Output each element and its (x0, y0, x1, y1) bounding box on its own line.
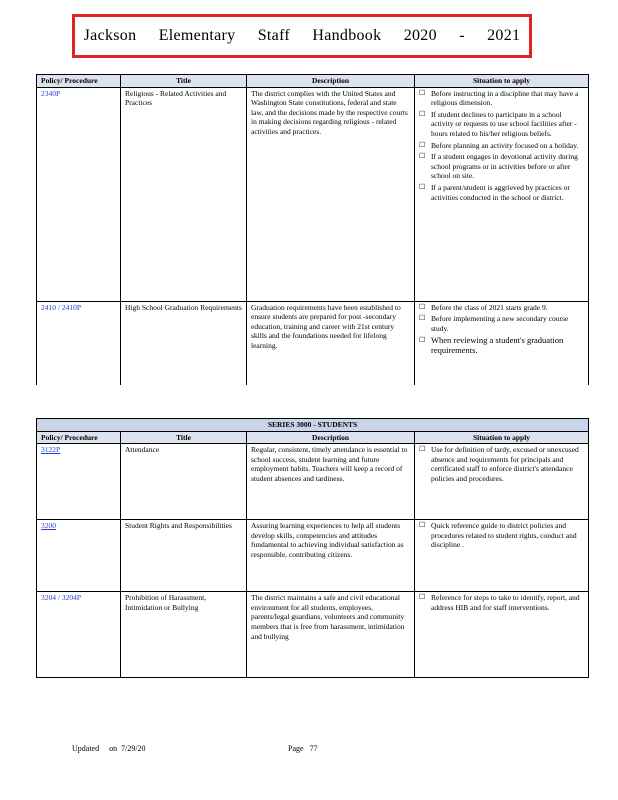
table-row (37, 520, 589, 592)
col-policy-header: Policy/ Procedure (37, 75, 121, 88)
policy-description: The district maintains a safe and civil educational environment for all students, employees, parents/legal guardians, volunteers and community members that is free from harassment, intimidation and bullying (247, 592, 415, 678)
policy-table-3000 (36, 418, 589, 678)
handbook-title-box (72, 14, 532, 58)
policy-description: The district complies with the United States and Washington State constitutions, federal and state law, and the decisions made by the respective courts in making decisions regarding religious - related activities and practices. (247, 87, 415, 301)
table-header-row (37, 431, 589, 444)
situation-list (419, 89, 584, 203)
table-row (37, 592, 589, 678)
situation-list (419, 445, 584, 483)
page-number: 77 (309, 744, 318, 753)
policy-title: Attendance (121, 444, 247, 520)
table-row (37, 301, 589, 385)
policy-code[interactable]: 2410 / 2410P (41, 302, 82, 312)
policy-description: Assuring learning experiences to help all students develop skills, competencies and attitudes fundamental to achieving individual satisfaction as responsible, contributing citizens. (247, 520, 415, 592)
updated-label: Updated on (72, 744, 118, 753)
handbook-title: Jackson Elementary Staff Handbook 2020 - 2021 (83, 27, 521, 44)
series-header: SERIES 3000 - STUDENTS (37, 419, 589, 432)
col-situation-header: Situation to apply (415, 431, 589, 444)
policy-table-2000 (36, 74, 589, 385)
situation-list (419, 521, 584, 550)
policy-link-3122p[interactable]: 3122P (41, 445, 61, 455)
list-item: ☐ If a parent/student is aggrieved by practices or activities conducted in the school or district. (419, 183, 584, 202)
policy-description: Graduation requirements have been established to ensure students are prepared for post -secondary education, training and career with 21st century skills and the foundations needed for lifelong learning. (247, 301, 415, 385)
table-header-row (37, 75, 589, 88)
col-title-header: Title (121, 75, 247, 88)
list-item: ☐ If a student engages in devotional activity during school programs or in activities before or after school on site. (419, 152, 584, 181)
list-item: ☐ Reference for steps to take to identify, report, and address HIB and for staff interventions. (419, 593, 584, 612)
col-description-header: Description (247, 431, 415, 444)
policy-title: Religious - Related Activities and Practices (121, 87, 247, 301)
policy-description: Regular, consistent, timely attendance is essential to school success, student learning and future employment habits. Teachers will keep a record of student absences and tardiness. (247, 444, 415, 520)
col-policy-header: Policy/ Procedure (37, 431, 121, 444)
policy-code[interactable]: 2340P (41, 88, 61, 98)
page-label: Page (288, 744, 304, 753)
situation-list (419, 303, 584, 356)
policy-title: Prohibition of Harassment, Intimidation or Bullying (121, 592, 247, 678)
list-item: ☐ If student declines to participate in a school activity or requests to use school facilities after - hours related to his/her religious beliefs. (419, 110, 584, 139)
col-situation-header: Situation to apply (415, 75, 589, 88)
list-item: ☐ Before implementing a new secondary course study. (419, 314, 584, 333)
policy-title: Student Rights and Responsibilities (121, 520, 247, 592)
list-item: ☐ Use for definition of tardy, excused or unexcused absence and requirements for principals and certificated staff to enforce district's attendance policies and procedures. (419, 445, 584, 483)
col-title-header: Title (121, 431, 247, 444)
page-number-note (288, 744, 318, 753)
col-description-header: Description (247, 75, 415, 88)
list-item: ☐ Quick reference guide to district policies and procedures related to student rights, conduct and discipline . (419, 521, 584, 550)
situation-list (419, 593, 584, 612)
list-item: ☐ Before planning an activity focused on a holiday. (419, 141, 584, 151)
updated-date: 7/29/20 (121, 744, 146, 753)
policy-code[interactable]: 3204 / 3204P (41, 593, 82, 603)
list-item: ☐ Before the class of 2021 starts grade 9. (419, 303, 584, 313)
list-item: ☐ When reviewing a student's graduation requirements. (419, 335, 584, 355)
updated-note (72, 744, 146, 753)
list-item: ☐ Before instructing in a discipline that may have a religious dimension. (419, 89, 584, 108)
table-row (37, 444, 589, 520)
policy-title: High School Graduation Requirements (121, 301, 247, 385)
policy-link-3200[interactable]: 3200 (41, 521, 56, 531)
table-row (37, 87, 589, 301)
